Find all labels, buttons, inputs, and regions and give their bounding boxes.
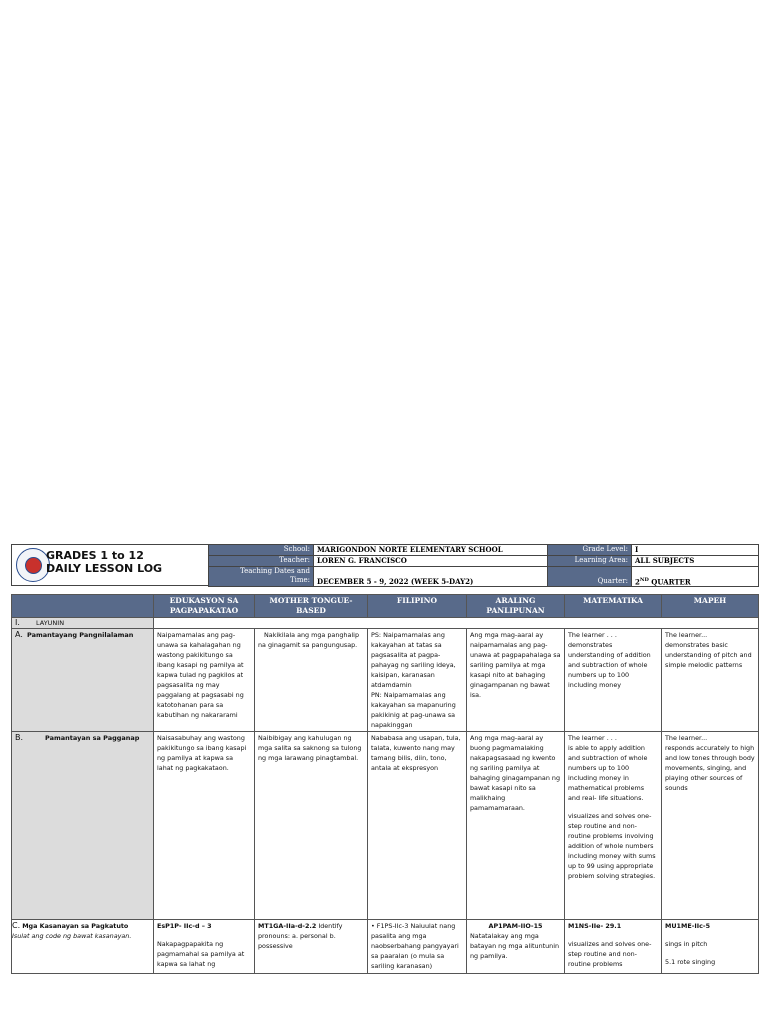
row-c-esp (154, 920, 255, 974)
row-a-letter: A. (15, 630, 23, 639)
row-b-mapeh (662, 732, 759, 920)
row-c-mapeh-text2: 5.1 rote singing (665, 958, 716, 966)
row-c-letter: C. (12, 921, 21, 930)
row-b-mapeh-text: responds accurately to high and low tones through body movements, singing, and playing other sources of sounds (665, 744, 755, 792)
row-b-math-text2: visualizes and solves one-step routine and non-routine problems involving addition of whole numbers including money with sums up to 99 using appropriate problem solving strategies. (568, 812, 656, 880)
row-c-esp-text: Nakapagpapakita ng pagmamahal sa pamilya at kapwa sa lahat ng (157, 940, 245, 968)
dates-value: DECEMBER 5 - 9, 2022 (WEEK 5-DAY2) (314, 567, 548, 587)
row-a-math-lead: The learner . . . (568, 631, 617, 639)
quarter-value (632, 567, 759, 587)
row-b-math-text: is able to apply addition and subtraction of whole numbers up to 100 including money in mathematical problems and real- life situations. (568, 744, 648, 802)
row-c-title: Mga Kasanayan sa Pagkatuto (22, 922, 129, 930)
col-header-ap: ARALING PANLIPUNAN (467, 595, 565, 618)
col-header-mtb: MOTHER TONGUE-BASED (255, 595, 368, 618)
teacher-value: LOREN G. FRANCISCO (314, 556, 548, 567)
dates-label-line2: Time: (289, 576, 310, 584)
row-b-math-lead: The learner . . . (568, 734, 617, 742)
area-label: Learning Area: (548, 556, 632, 567)
row-b-filipino: Nababasa ang usapan, tula, talata, kuwento nang may tamang bilis, diin, tono, antala at ekspresyon (368, 732, 467, 920)
lesson-table (11, 594, 759, 974)
school-value: MARIGONDON NORTE ELEMENTARY SCHOOL (314, 545, 548, 556)
row-b-math (565, 732, 662, 920)
row-c-mtb-text: Identify pronouns: a. personal b. possessive (258, 922, 343, 950)
row-c-ap (467, 920, 565, 974)
col-header-esp: EDUKASYON SA PAGPAPAKATAO (154, 595, 255, 618)
row-c-math-code: M1NS-IIe- 29.1 (568, 922, 622, 930)
section-layunin (12, 618, 154, 629)
row-a-title: Pamantayang Pangnilalaman (27, 631, 134, 639)
deped-seal-icon (16, 548, 50, 582)
row-c-mtb (255, 920, 368, 974)
row-b-esp: Naisasabuhay ang wastong pakikitungo sa ibang kasapi ng pamilya at kapwa sa lahat ng pagkakataon. (154, 732, 255, 920)
row-c-ap-text: Natatalakay ang mga batayan ng mga alituntunin ng pamilya. (470, 932, 560, 960)
quarter-sup: ND (639, 576, 649, 583)
row-b-label (12, 732, 154, 920)
row-c-ap-code: AP1PAM-IIO-15 (488, 922, 543, 930)
row-c-fil-code: • F1PS-IIc-3 (371, 922, 409, 930)
row-c-fil-text: Naiuulat nang pasalita ang mga naobserbahang pangyayari sa paaralan (o mula sa sariling karanasan) (371, 922, 459, 970)
quarter-label: Quarter: (548, 567, 632, 587)
section-label: LAYUNIN (35, 619, 65, 627)
row-b-mtb: Naibibigay ang kahulugan ng mga salita sa saknong sa tulong ng mga larawang pinagtambal. (255, 732, 368, 920)
row-c-math-text: visualizes and solves one-step routine and non-routine problems (568, 940, 652, 968)
row-c-mapeh-code: MU1ME-IIc-5 (665, 922, 711, 930)
row-a-mapeh (662, 629, 759, 732)
area-value: ALL SUBJECTS (632, 556, 759, 567)
corner-header (12, 595, 154, 618)
section-number: I. (15, 618, 20, 627)
grade-value: I (632, 545, 759, 556)
school-label: School: (209, 545, 314, 556)
row-a-esp: Naipamamalas ang pag-unawa sa kahalagahan ng wastong pakikitungo sa ibang kasapi ng pamilya at kapwa tulad ng pagkilos at pagsasalita ng may paggalang at pagsasabi ng katotohanan para sa kabutihan ng nakararami (154, 629, 255, 732)
title-line-2: DAILY LESSON LOG (46, 562, 163, 575)
row-b-ap: Ang mga mag-aaral ay buong pagmamalaking nakapagsasaad ng kwento ng sariling pamilya at bahaging ginagampanan ng bawat kasapi nito sa malikhaing pamamamaraan. (467, 732, 565, 920)
row-c-filipino (368, 920, 467, 974)
row-b-mapeh-lead: The learner... (665, 734, 708, 742)
row-a-fil-ps: PS: Naipamamalas ang kakayahan at tatas sa pagsasalita at pagpa-pahayag ng sariling ideya, kaisipan, karanasan atdamdamin (371, 631, 456, 689)
row-a-mtb: Nakikilala ang mga panghalip na ginagamit sa pangungusap. (255, 629, 368, 732)
row-c-note: Isulat ang code ng bawat kasanayan. (12, 932, 132, 940)
section-layunin-blank (154, 618, 759, 629)
col-header-filipino: FILIPINO (368, 595, 467, 618)
row-a-math (565, 629, 662, 732)
row-a-math-text: demonstrates understanding of addition and subtraction of whole numbers up to 100 including money (568, 641, 651, 689)
quarter-num: 2 (635, 577, 640, 586)
row-a-label (12, 629, 154, 732)
row-a-filipino (368, 629, 467, 732)
row-a-mapeh-lead: The learner... (665, 631, 708, 639)
row-c-math (565, 920, 662, 974)
grade-label: Grade Level: (548, 545, 632, 556)
info-table (208, 544, 759, 587)
col-header-mapeh: MAPEH (662, 595, 759, 618)
quarter-rest: QUARTER (648, 577, 691, 586)
row-c-label (12, 920, 154, 974)
dates-label (209, 567, 314, 587)
row-c-mapeh-text: sings in pitch (665, 940, 708, 948)
row-c-mapeh (662, 920, 759, 974)
teacher-label: Teacher: (209, 556, 314, 567)
col-header-math: MATEMATIKA (565, 595, 662, 618)
row-a-fil-pn: PN: Naipamamalas ang kakayahan sa mapanuring pakikinig at pag-unawa sa napakinggan (371, 691, 456, 729)
title-line-1: GRADES 1 to 12 (46, 549, 144, 562)
row-a-ap: Ang mga mag-aaral ay naipamamalas ang pag-unawa at pagpapahalaga sa sariling pamilya at mga kasapi nito at bahaging ginagampanan ng bawat isa. (467, 629, 565, 732)
row-a-mapeh-text: demonstrates basic understanding of pitch and simple melodic patterns (665, 641, 752, 669)
row-c-esp-code: EsP1P- IIc-d – 3 (157, 922, 212, 930)
row-c-mtb-code: MT1GA-IIa-d-2.2 (258, 922, 317, 930)
row-b-title: Pamantayan sa Pagganap (45, 734, 140, 742)
dates-label-line1: Teaching Dates and (239, 567, 310, 575)
row-b-letter: B. (15, 733, 24, 742)
